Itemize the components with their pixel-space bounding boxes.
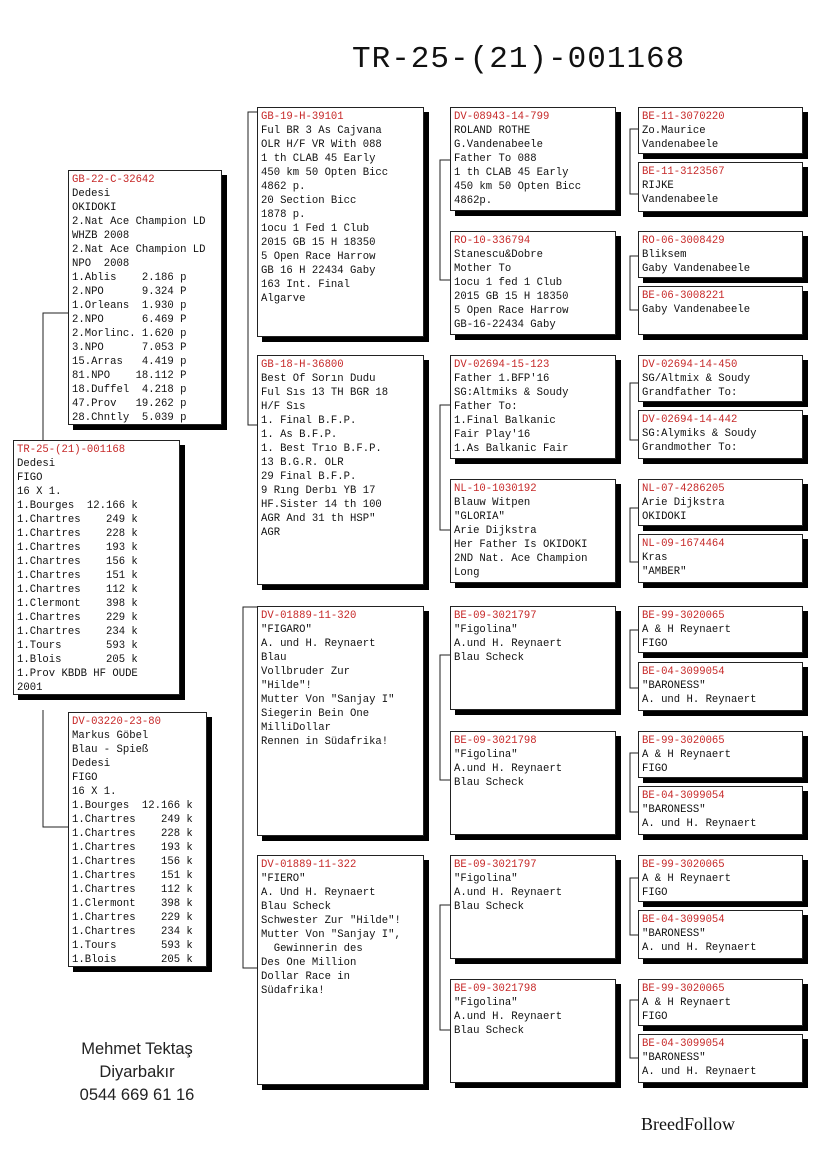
pedigree-line: A. Und H. Reynaert bbox=[261, 887, 376, 899]
pedigree-line: Blau bbox=[261, 652, 287, 664]
pedigree-line: FIGO bbox=[72, 772, 98, 784]
pedigree-line: A. und H. Reynaert bbox=[642, 942, 757, 954]
pedigree-line: HF.Sister 14 th 100 bbox=[261, 499, 382, 511]
pedigree-line: FIGO bbox=[17, 472, 43, 484]
pedigree-line: Markus Göbel bbox=[72, 730, 149, 742]
sire-dam-dam-box bbox=[450, 479, 616, 583]
pedigree-line: A.und H. Reynaert bbox=[454, 763, 563, 775]
pedigree-line: Gaby Vandenabeele bbox=[642, 263, 751, 275]
pedigree-line: "FIERO" bbox=[261, 873, 306, 885]
ring-number: NL-07-4286205 bbox=[642, 483, 725, 495]
pedigree-line: 47.Prov 19.262 p bbox=[72, 398, 187, 410]
ring-number: BE-04-3099054 bbox=[642, 666, 725, 678]
pedigree-line: WHZB 2008 bbox=[72, 230, 130, 242]
sire-dam-sire-box bbox=[450, 355, 616, 459]
pedigree-line: SG:Altmiks & Soudy bbox=[454, 387, 569, 399]
pedigree-line: "BARONESS" bbox=[642, 804, 706, 816]
pedigree-line: 1.Chartres 112 k bbox=[72, 884, 193, 896]
pedigree-line: Arie Dijkstra bbox=[454, 525, 537, 537]
ring-number: BE-09-3021798 bbox=[454, 983, 537, 995]
pedigree-line: 2.Morlinc. 1.620 p bbox=[72, 328, 187, 340]
ring-number: BE-09-3021798 bbox=[454, 735, 537, 747]
gen5-box-14 bbox=[638, 910, 803, 959]
dam-box bbox=[68, 712, 207, 967]
gen5-box-3 bbox=[638, 231, 803, 278]
pedigree-line: 2ND Nat. Ace Champion bbox=[454, 553, 588, 565]
pedigree-line: 2.Nat Ace Champion LD bbox=[72, 216, 206, 228]
pedigree-line: 450 km 50 Opten Bicc bbox=[261, 167, 389, 179]
pedigree-line: 20 Section Bicc bbox=[261, 195, 357, 207]
pedigree-line: "BARONESS" bbox=[642, 680, 706, 692]
pedigree-line: 1.Prov KBDB HF OUDE bbox=[17, 668, 138, 680]
pedigree-line: Father To: bbox=[454, 401, 518, 413]
pedigree-line: 1.Bourges 12.166 k bbox=[17, 500, 138, 512]
pedigree-line: 1.Chartres 112 k bbox=[17, 584, 138, 596]
gen5-box-10 bbox=[638, 662, 803, 711]
ring-number: BE-09-3021797 bbox=[454, 610, 537, 622]
pedigree-line: RIJKE bbox=[642, 180, 674, 192]
pedigree-line: A.und H. Reynaert bbox=[454, 887, 563, 899]
pedigree-line: Zo.Maurice bbox=[642, 125, 706, 137]
dam-dam-box bbox=[257, 855, 424, 1085]
pedigree-line: 1.Chartres 229 k bbox=[17, 612, 138, 624]
dam-sire-sire-box bbox=[450, 606, 616, 710]
pedigree-line: 1.Chartres 249 k bbox=[17, 514, 138, 526]
pedigree-line: 1.Chartres 156 k bbox=[17, 556, 138, 568]
ring-number: BE-11-3123567 bbox=[642, 166, 725, 178]
pedigree-line: 1. Final B.F.P. bbox=[261, 415, 357, 427]
pedigree-line: Südafrika! bbox=[261, 985, 325, 997]
pedigree-line: 2.Nat Ace Champion LD bbox=[72, 244, 206, 256]
gen5-box-7 bbox=[638, 479, 803, 526]
pedigree-line: Vandenabeele bbox=[642, 139, 719, 151]
pedigree-line: 1.Chartres 229 k bbox=[72, 912, 193, 924]
pedigree-line: "Figolina" bbox=[454, 749, 518, 761]
gen5-box-1 bbox=[638, 107, 803, 154]
pedigree-line: 1.Chartres 193 k bbox=[17, 542, 138, 554]
pedigree-line: FIGO bbox=[642, 763, 668, 775]
pedigree-title: TR-25-(21)-001168 bbox=[352, 42, 686, 77]
pedigree-line: Blau - Spieß bbox=[72, 744, 149, 756]
pedigree-line: 15.Arras 4.419 p bbox=[72, 356, 187, 368]
pedigree-line: AGR bbox=[261, 527, 281, 539]
pedigree-line: 1ocu 1 Fed 1 Club bbox=[261, 223, 370, 235]
ring-number: DV-01889-11-320 bbox=[261, 610, 357, 622]
pedigree-line: Mutter Von "Sanjay I", bbox=[261, 929, 401, 941]
pedigree-line: 1.Chartres 228 k bbox=[72, 828, 193, 840]
pedigree-line: A & H Reynaert bbox=[642, 997, 732, 1009]
ring-number: BE-99-3020065 bbox=[642, 610, 725, 622]
dam-sire-box bbox=[257, 606, 424, 836]
gen5-box-6 bbox=[638, 410, 803, 459]
ring-number: GB-22-C-32642 bbox=[72, 174, 155, 186]
ring-number: BE-99-3020065 bbox=[642, 735, 725, 747]
pedigree-line: FIGO bbox=[642, 887, 668, 899]
pedigree-line: GB 16 H 22434 Gaby bbox=[261, 265, 376, 277]
pedigree-line: Blau Scheck bbox=[261, 901, 331, 913]
ring-number: BE-11-3070220 bbox=[642, 111, 725, 123]
pedigree-line: Vandenabeele bbox=[642, 194, 719, 206]
pedigree-line: 2015 GB 15 H 18350 bbox=[261, 237, 376, 249]
pedigree-line: AGR And 31 th HSP" bbox=[261, 513, 376, 525]
pedigree-line: H/F Sıs bbox=[261, 401, 306, 413]
ring-number: TR-25-(21)-001168 bbox=[17, 444, 126, 456]
connector-dsd bbox=[630, 753, 638, 812]
ring-number: DV-01889-11-322 bbox=[261, 859, 357, 871]
pedigree-line: 2015 GB 15 H 18350 bbox=[454, 291, 569, 303]
pedigree-line: Grandfather To: bbox=[642, 387, 738, 399]
pedigree-line: 1.Clermont 398 k bbox=[72, 898, 193, 910]
connector-dds bbox=[630, 878, 638, 935]
dam-dam-sire-box bbox=[450, 855, 616, 959]
connector-sss bbox=[630, 129, 638, 194]
ring-number: BE-04-3099054 bbox=[642, 790, 725, 802]
pedigree-line: 13 B.G.R. OLR bbox=[261, 457, 344, 469]
ring-number: BE-04-3099054 bbox=[642, 914, 725, 926]
pedigree-line: A. und H. Reynaert bbox=[642, 818, 757, 830]
pedigree-line: "BARONESS" bbox=[642, 1052, 706, 1064]
pedigree-line: A & H Reynaert bbox=[642, 749, 732, 761]
dam-dam-dam-box bbox=[450, 979, 616, 1083]
pedigree-line: Gaby Vandenabeele bbox=[642, 304, 751, 316]
ring-number: BE-04-3099054 bbox=[642, 1038, 725, 1050]
pedigree-line: Gewinnerin des bbox=[261, 943, 363, 955]
pedigree-line: 3.NPO 7.053 P bbox=[72, 342, 187, 354]
gen5-box-15 bbox=[638, 979, 803, 1026]
pedigree-line: Fair Play'16 bbox=[454, 429, 531, 441]
ring-number: BE-99-3020065 bbox=[642, 983, 725, 995]
pedigree-line: 1.Chartres 151 k bbox=[72, 870, 193, 882]
pedigree-line: NPO 2008 bbox=[72, 258, 130, 270]
sire-sire-box bbox=[257, 107, 424, 337]
pedigree-line: A. und H. Reynaert bbox=[642, 1066, 757, 1078]
ring-number: GB-18-H-36800 bbox=[261, 359, 344, 371]
pedigree-line: 163 Int. Final bbox=[261, 279, 351, 291]
pedigree-line: Long bbox=[454, 567, 480, 579]
ring-number: NL-09-1674464 bbox=[642, 538, 725, 550]
ring-number: DV-03220-23-80 bbox=[72, 716, 162, 728]
pedigree-line: 5 Open Race Harrow bbox=[261, 251, 376, 263]
sire-sire-dam-box bbox=[450, 231, 616, 335]
pedigree-line: Father To 088 bbox=[454, 153, 537, 165]
pedigree-line: Stanescu&Dobre bbox=[454, 249, 544, 261]
pedigree-line: 1.Blois 205 k bbox=[17, 654, 138, 666]
pedigree-line: Dedesi bbox=[72, 758, 111, 770]
ring-number: BE-09-3021797 bbox=[454, 859, 537, 871]
connector-ds bbox=[440, 655, 450, 780]
pedigree-line: 1 th CLAB 45 Early bbox=[454, 167, 569, 179]
pedigree-line: 29 Final B.F.P. bbox=[261, 471, 357, 483]
pedigree-line: 1.Blois 205 k bbox=[72, 954, 193, 966]
ring-number: BE-06-3008221 bbox=[642, 290, 725, 302]
ring-number: DV-02694-15-123 bbox=[454, 359, 550, 371]
sire-box bbox=[68, 170, 222, 425]
gen5-box-13 bbox=[638, 855, 803, 902]
pedigree-line: A.und H. Reynaert bbox=[454, 638, 563, 650]
pedigree-line: 1. As B.F.P. bbox=[261, 429, 338, 441]
pedigree-line: 2.NPO 9.324 P bbox=[72, 286, 187, 298]
owner-city: Diyarbakır bbox=[99, 1063, 175, 1081]
pedigree-line: Blauw Witpen bbox=[454, 497, 531, 509]
gen5-box-12 bbox=[638, 786, 803, 835]
pedigree-line: OKIDOKI bbox=[642, 511, 687, 523]
pedigree-line: Dedesi bbox=[72, 188, 111, 200]
pedigree-line: Blau Scheck bbox=[454, 777, 524, 789]
pedigree-line: Schwester Zur "Hilde"! bbox=[261, 915, 401, 927]
connector-dd bbox=[440, 905, 450, 1030]
connector-ss bbox=[440, 160, 450, 280]
pedigree-line: A. und H. Reynaert bbox=[261, 638, 376, 650]
connector-sire bbox=[248, 112, 257, 425]
pedigree-line: A.und H. Reynaert bbox=[454, 1011, 563, 1023]
pedigree-line: SG:Alymiks & Soudy bbox=[642, 428, 757, 440]
pedigree-line: 1.Clermont 398 k bbox=[17, 598, 138, 610]
sire-sire-sire-box bbox=[450, 107, 616, 211]
pedigree-line: GB-16-22434 Gaby bbox=[454, 319, 556, 331]
pedigree-line: "GLORIA" bbox=[454, 511, 505, 523]
pedigree-line: Mother To bbox=[454, 263, 512, 275]
pedigree-line: "AMBER" bbox=[642, 566, 687, 578]
pedigree-line: 1.Chartres 193 k bbox=[72, 842, 193, 854]
pedigree-line: Rennen in Südafrika! bbox=[261, 736, 389, 748]
connector-sds bbox=[630, 383, 638, 440]
pedigree-line: 1.Ablis 2.186 p bbox=[72, 272, 187, 284]
pedigree-line: 2001 bbox=[17, 682, 43, 694]
subject-box bbox=[13, 440, 180, 695]
ring-number: RO-06-3008429 bbox=[642, 235, 725, 247]
gen5-box-9 bbox=[638, 606, 803, 653]
pedigree-line: Her Father Is OKIDOKI bbox=[454, 539, 588, 551]
pedigree-line: 9 Rıng Derbı YB 17 bbox=[261, 485, 376, 497]
connector-sd bbox=[440, 405, 450, 530]
pedigree-line: Best Of Sorın Dudu bbox=[261, 373, 376, 385]
ring-number: DV-02694-14-450 bbox=[642, 359, 738, 371]
pedigree-line: 450 km 50 Opten Bicc bbox=[454, 181, 582, 193]
brand-logo-text: BreedFollow bbox=[641, 1114, 735, 1134]
pedigree-line: 1.Chartres 156 k bbox=[72, 856, 193, 868]
pedigree-line: A & H Reynaert bbox=[642, 873, 732, 885]
pedigree-line: "BARONESS" bbox=[642, 928, 706, 940]
pedigree-line: 1878 p. bbox=[261, 209, 306, 221]
pedigree-line: 16 X 1. bbox=[17, 486, 62, 498]
pedigree-line: Blau Scheck bbox=[454, 652, 524, 664]
connector-dss bbox=[630, 630, 638, 688]
pedigree-line: 1.Tours 593 k bbox=[72, 940, 193, 952]
pedigree-line: 81.NPO 18.112 P bbox=[72, 370, 187, 382]
pedigree-line: FIGO bbox=[642, 638, 668, 650]
pedigree-line: Arie Dijkstra bbox=[642, 497, 725, 509]
pedigree-line: 1.As Balkanic Fair bbox=[454, 443, 569, 455]
pedigree-line: 4862 p. bbox=[261, 181, 306, 193]
pedigree-line: OLR H/F VR With 088 bbox=[261, 139, 382, 151]
dam-sire-dam-box bbox=[450, 731, 616, 835]
pedigree-line: 4862p. bbox=[454, 195, 493, 207]
owner-phone: 0544 669 61 16 bbox=[79, 1086, 195, 1104]
pedigree-line: 16 X 1. bbox=[72, 786, 117, 798]
pedigree-line: Ful Sıs 13 TH BGR 18 bbox=[261, 387, 389, 399]
pedigree-line: 1.Chartres 151 k bbox=[17, 570, 138, 582]
pedigree-line: Algarve bbox=[261, 293, 306, 305]
pedigree-line: Kras bbox=[642, 552, 668, 564]
pedigree-line: Mutter Von "Sanjay I" bbox=[261, 694, 395, 706]
pedigree-line: "FIGARO" bbox=[261, 624, 312, 636]
pedigree-line: SG/Altmix & Soudy bbox=[642, 373, 751, 385]
gen5-box-11 bbox=[638, 731, 803, 778]
pedigree-line: 18.Duffel 4.218 p bbox=[72, 384, 187, 396]
ring-number: BE-99-3020065 bbox=[642, 859, 725, 871]
pedigree-line: 28.Chntly 5.039 p bbox=[72, 412, 187, 424]
pedigree-line: Grandmother To: bbox=[642, 442, 738, 454]
pedigree-line: 1.Bourges 12.166 k bbox=[72, 800, 193, 812]
connector-ssd bbox=[630, 256, 638, 310]
pedigree-line: 1.Chartres 234 k bbox=[17, 626, 138, 638]
pedigree-line: A. und H. Reynaert bbox=[642, 694, 757, 706]
pedigree-line: 1ocu 1 fed 1 Club bbox=[454, 277, 563, 289]
owner-contact bbox=[42, 1038, 232, 1107]
pedigree-line: Vollbruder Zur bbox=[261, 666, 351, 678]
connector-sdd bbox=[630, 508, 638, 562]
pedigree-line: ROLAND ROTHE bbox=[454, 125, 531, 137]
pedigree-line: G.Vandenabeele bbox=[454, 139, 544, 151]
gen5-box-8 bbox=[638, 534, 803, 583]
owner-name: Mehmet Tektaş bbox=[81, 1040, 193, 1058]
pedigree-line: "Figolina" bbox=[454, 997, 518, 1009]
pedigree-line: FIGO bbox=[642, 1011, 668, 1023]
pedigree-line: MilliDollar bbox=[261, 722, 331, 734]
pedigree-line: Dedesi bbox=[17, 458, 56, 470]
gen5-box-5 bbox=[638, 355, 803, 402]
pedigree-line: 1.Orleans 1.930 p bbox=[72, 300, 187, 312]
gen5-box-16 bbox=[638, 1034, 803, 1083]
pedigree-line: "Figolina" bbox=[454, 873, 518, 885]
ring-number: RO-10-336794 bbox=[454, 235, 531, 247]
pedigree-line: Siegerin Bein One bbox=[261, 708, 370, 720]
pedigree-line: 2.NPO 6.469 P bbox=[72, 314, 187, 326]
pedigree-line: 5 Open Race Harrow bbox=[454, 305, 569, 317]
ring-number: DV-08943-14-799 bbox=[454, 111, 550, 123]
pedigree-line: 1.Chartres 249 k bbox=[72, 814, 193, 826]
pedigree-line: 1 th CLAB 45 Early bbox=[261, 153, 376, 165]
connector-dam bbox=[243, 607, 257, 968]
gen5-box-4 bbox=[638, 286, 803, 335]
pedigree-line: 1.Chartres 234 k bbox=[72, 926, 193, 938]
pedigree-line: Father 1.BFP'16 bbox=[454, 373, 550, 385]
pedigree-line: "Figolina" bbox=[454, 624, 518, 636]
pedigree-line: A & H Reynaert bbox=[642, 624, 732, 636]
pedigree-line: "Hilde"! bbox=[261, 680, 312, 692]
pedigree-line: Blau Scheck bbox=[454, 901, 524, 913]
pedigree-line: 1.Tours 593 k bbox=[17, 640, 138, 652]
ring-number: GB-19-H-39101 bbox=[261, 111, 344, 123]
pedigree-line: OKIDOKI bbox=[72, 202, 117, 214]
pedigree-line: 1. Best Trıo B.F.P. bbox=[261, 443, 382, 455]
ring-number: DV-02694-14-442 bbox=[642, 414, 738, 426]
gen5-box-2 bbox=[638, 162, 803, 212]
pedigree-line: Dollar Race in bbox=[261, 971, 351, 983]
pedigree-line: 1.Final Balkanic bbox=[454, 415, 556, 427]
pedigree-line: Des One Million bbox=[261, 957, 357, 969]
pedigree-line: Bliksem bbox=[642, 249, 687, 261]
sire-dam-box bbox=[257, 355, 424, 585]
connector-ddd bbox=[630, 1000, 638, 1058]
ring-number: NL-10-1030192 bbox=[454, 483, 537, 495]
pedigree-line: Blau Scheck bbox=[454, 1025, 524, 1037]
pedigree-line: Ful BR 3 As Cajvana bbox=[261, 125, 382, 137]
pedigree-line: 1.Chartres 228 k bbox=[17, 528, 138, 540]
